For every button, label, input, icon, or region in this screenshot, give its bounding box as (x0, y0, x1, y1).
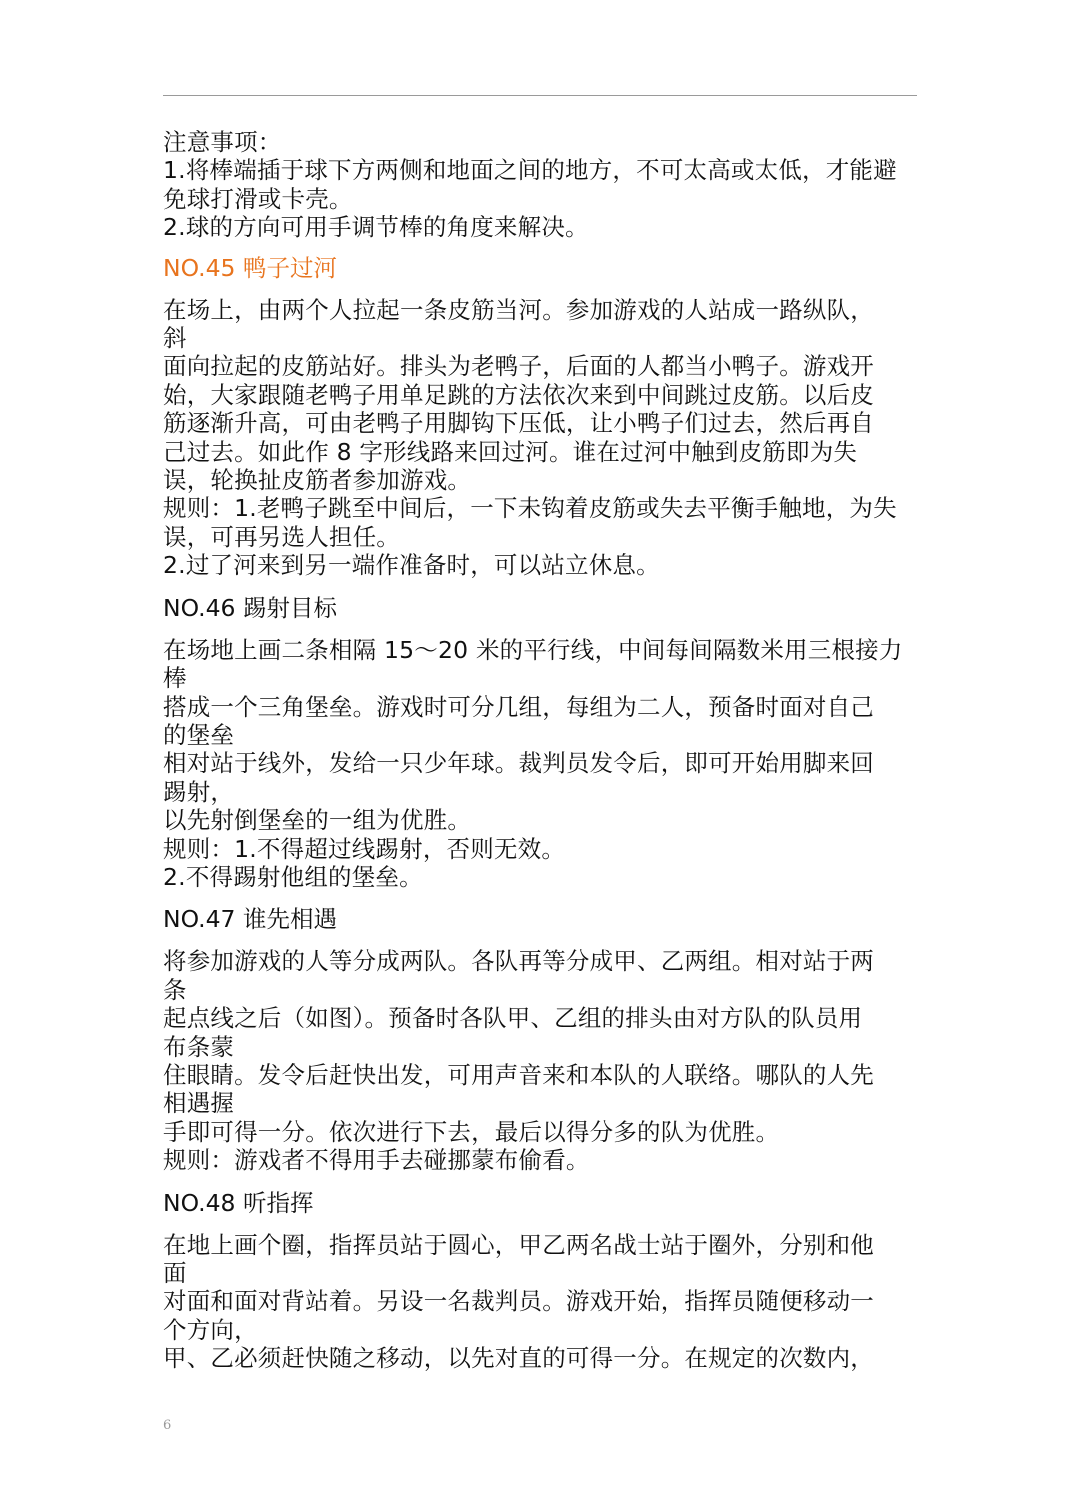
paragraph-line: 面 (163, 1259, 187, 1287)
paragraph-line: 布条蒙 (163, 1032, 235, 1061)
paragraph-line: 住眼睛。发令后赶快出发，可用声音来和本队的人联络。哪队的人先 (163, 1060, 874, 1089)
paragraph-line: 始，大家跟随老鸭子用单足跳的方法依次来到中间跳过皮筋。以后皮 (163, 380, 874, 409)
paragraph-line: 在场上，由两个人拉起一条皮筋当河。参加游戏的人站成一路纵队， (163, 295, 874, 324)
paragraph-line: 2.不得踢射他组的堡垒。 (163, 862, 423, 891)
paragraph-line: 相遇握 (163, 1089, 235, 1118)
section-heading: NO.47 谁先相遇 (163, 905, 337, 934)
paragraph-line: 条 (163, 975, 187, 1004)
paragraph-line: 规则：1.老鸭子跳至中间后，一下未钩着皮筋或失去平衡手触地，为失 (163, 494, 897, 523)
paragraph-line: 筋逐渐升高，可由老鸭子用脚钩下压低，让小鸭子们过去，然后再自 (163, 409, 874, 438)
paragraph-line: 规则：游戏者不得用手去碰挪蒙布偷看。 (163, 1146, 590, 1175)
paragraph-line: 2.过了河来到另一端作准备时，可以站立休息。 (163, 551, 660, 580)
document-body (163, 128, 923, 1373)
paragraph-line: 误，可再另选人担任。 (163, 522, 400, 551)
section-heading: NO.46 踢射目标 (163, 593, 337, 622)
notice-line: 免球打滑或卡壳。 (163, 184, 353, 213)
paragraph-line: 误，轮换扯皮筋者参加游戏。 (163, 466, 472, 495)
section-no47 (163, 905, 923, 1174)
paragraph-line: 个方向， (163, 1315, 258, 1344)
section-no48 (163, 1189, 923, 1373)
paragraph-line: 起点线之后（如图）。预备时各队甲、乙组的排头由对方队的队员用 (163, 1004, 863, 1033)
notice-line: 1.将棒端插于球下方两侧和地面之间的地方，不可太高或太低，才能避 (163, 156, 897, 185)
paragraph-line: 甲、乙必须赶快随之移动，以先对直的可得一分。在规定的次数内， (163, 1344, 874, 1373)
page-number: 6 (163, 1418, 172, 1433)
notice-title: 注意事项： (163, 128, 282, 156)
paragraph-line: 己过去。如此作 8 字形线路来回过河。谁在过河中触到皮筋即为失 (163, 437, 858, 466)
paragraph-line: 对面和面对背站着。另设一名裁判员。游戏开始，指挥员随便移动一 (163, 1287, 874, 1316)
paragraph-line: 的堡垒 (163, 720, 235, 749)
paragraph-line: 在场地上画二条相隔 15～20 米的平行线，中间每间隔数米用三根接力 (163, 635, 903, 664)
paragraph-line: 踢射， (163, 777, 235, 806)
paragraph-line: 以先射倒堡垒的一组为优胜。 (163, 806, 472, 835)
section-no45 (163, 254, 923, 580)
section-heading: NO.48 听指挥 (163, 1188, 314, 1217)
paragraph-line: 棒 (163, 664, 187, 693)
section-no46 (163, 594, 923, 892)
paragraph-line: 将参加游戏的人等分成两队。各队再等分成甲、乙两组。相对站于两 (163, 947, 874, 976)
section-heading: NO.45 鸭子过河 (163, 253, 337, 282)
header-rule (163, 95, 917, 96)
paragraph-line: 搭成一个三角堡垒。游戏时可分几组，每组为二人，预备时面对自己 (163, 692, 874, 721)
paragraph-line: 相对站于线外，发给一只少年球。裁判员发令后，即可开始用脚来回 (163, 749, 874, 778)
paragraph-line: 在地上画个圈，指挥员站于圆心，甲乙两名战士站于圈外，分别和他 (163, 1230, 874, 1259)
paragraph-line: 斜 (163, 324, 187, 353)
paragraph-line: 规则：1.不得超过线踢射，否则无效。 (163, 834, 566, 863)
notice-line: 2.球的方向可用手调节棒的角度来解决。 (163, 213, 589, 242)
paragraph-line: 手即可得一分。依次进行下去，最后以得分多的队为优胜。 (163, 1117, 780, 1146)
paragraph-line: 面向拉起的皮筋站好。排头为老鸭子，后面的人都当小鸭子。游戏开 (163, 352, 874, 381)
notice-block (163, 128, 923, 242)
